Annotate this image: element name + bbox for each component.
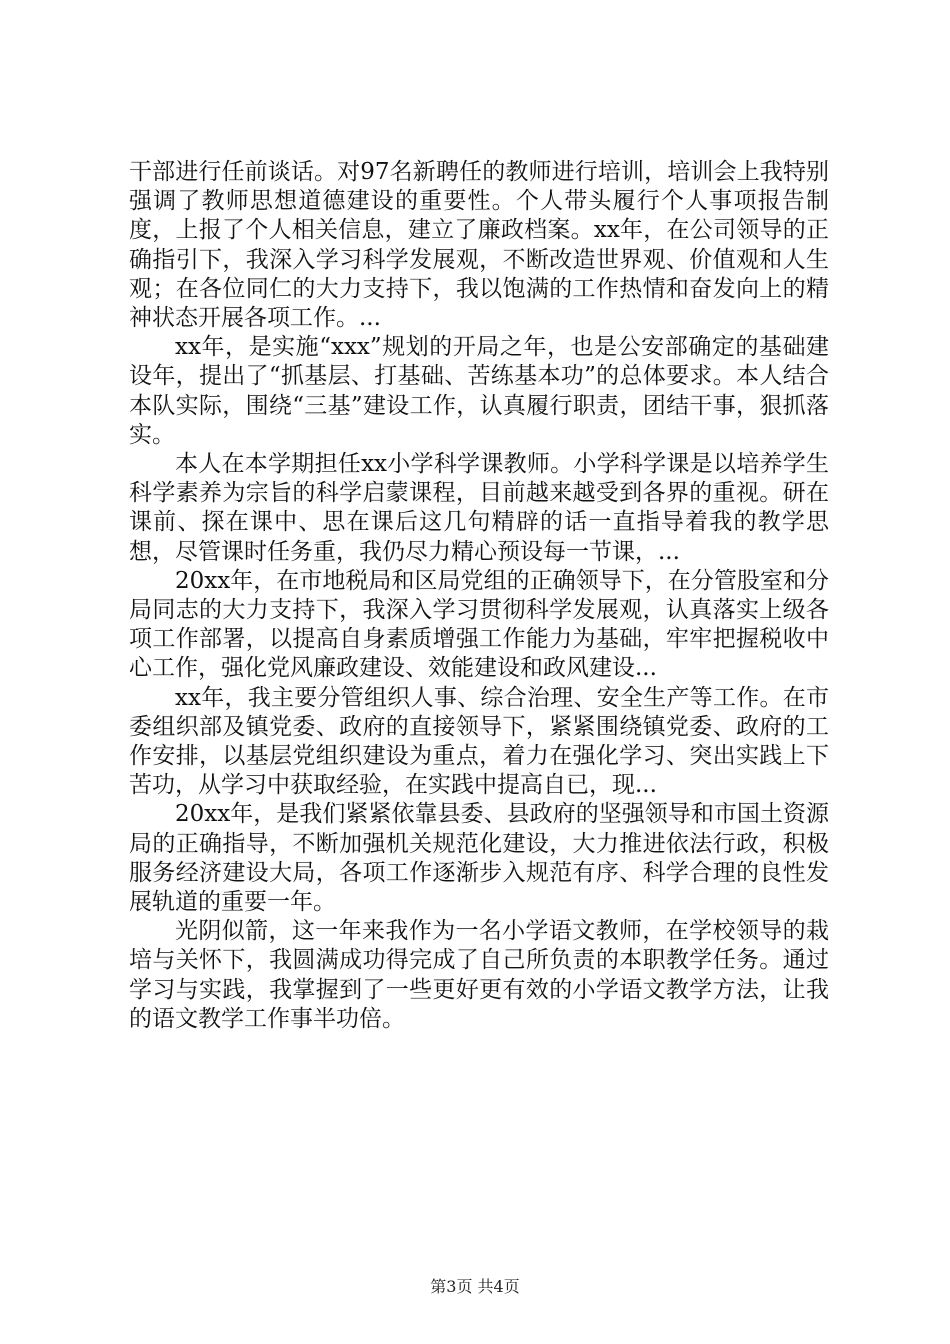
paragraph: 光阴似箭，这一年来我作为一名小学语文教师，在学校领导的栽培与关怀下，我圆满成功得完成了自己所负责的本职教学任务。通过学习与实践，我掌握到了一些更好更有效的小学语文教学方法，让我的语文教学工作事半功倍。: [129, 918, 829, 1032]
paragraph: xx年，我主要分管组织人事、综合治理、安全生产等工作。在市委组织部及镇党委、政府的直接领导下，紧紧围绕镇党委、政府的工作安排，以基层党组织建设为重点，着力在强化学习、突出实践上下苦功，从学习中获取经验，在实践中提高自已，现...: [129, 684, 829, 799]
paragraph: 20xx年，是我们紧紧依靠县委、县政府的坚强领导和市国土资源局的正确指导，不断加强机关规范化建设，大力推进依法行政，积极服务经济建设大局，各项工作逐渐步入规范有序、科学合理的良性发展轨道的重要一年。: [129, 801, 829, 916]
paragraph-continuation: 干部进行任前谈话。对97名新聘任的教师进行培训，培训会上我特别强调了教师思想道德建设的重要性。个人带头履行个人事项报告制度，上报了个人相关信息，建立了廉政档案。xx年，在公司领导的正确指引下，我深入学习科学发展观，不断改造世界观、价值观和人生观；在各位同仁的大力支持下，我以饱满的工作热情和奋发向上的精神状态开展各项工作。...: [129, 159, 829, 332]
document-body: [129, 158, 829, 1034]
paragraph: 本人在本学期担任xx小学科学课教师。小学科学课是以培养学生科学素养为宗旨的科学启蒙课程，目前越来越受到各界的重视。研在课前、探在课中、思在课后这几句精辟的话一直指导着我的教学思想，尽管课时任务重，我仍尽力精心预设每一节课，...: [129, 451, 829, 565]
paragraph: xx年，是实施“xxx”规划的开局之年，也是公安部确定的基础建设年，提出了“抓基层、打基础、苦练基本功”的总体要求。本人结合本队实际，围绕“三基”建设工作，认真履行职责，团结干事，狠抓落实。: [129, 334, 829, 448]
page-number: 第3页 共4页: [430, 1277, 520, 1296]
paragraph: 20xx年，在市地税局和区局党组的正确领导下，在分管股室和分局同志的大力支持下，我深入学习贯彻科学发展观，认真落实上级各项工作部署，以提高自身素质增强工作能力为基础，牢牢把握税收中心工作，强化党风廉政建设、效能建设和政风建设...: [129, 567, 829, 682]
